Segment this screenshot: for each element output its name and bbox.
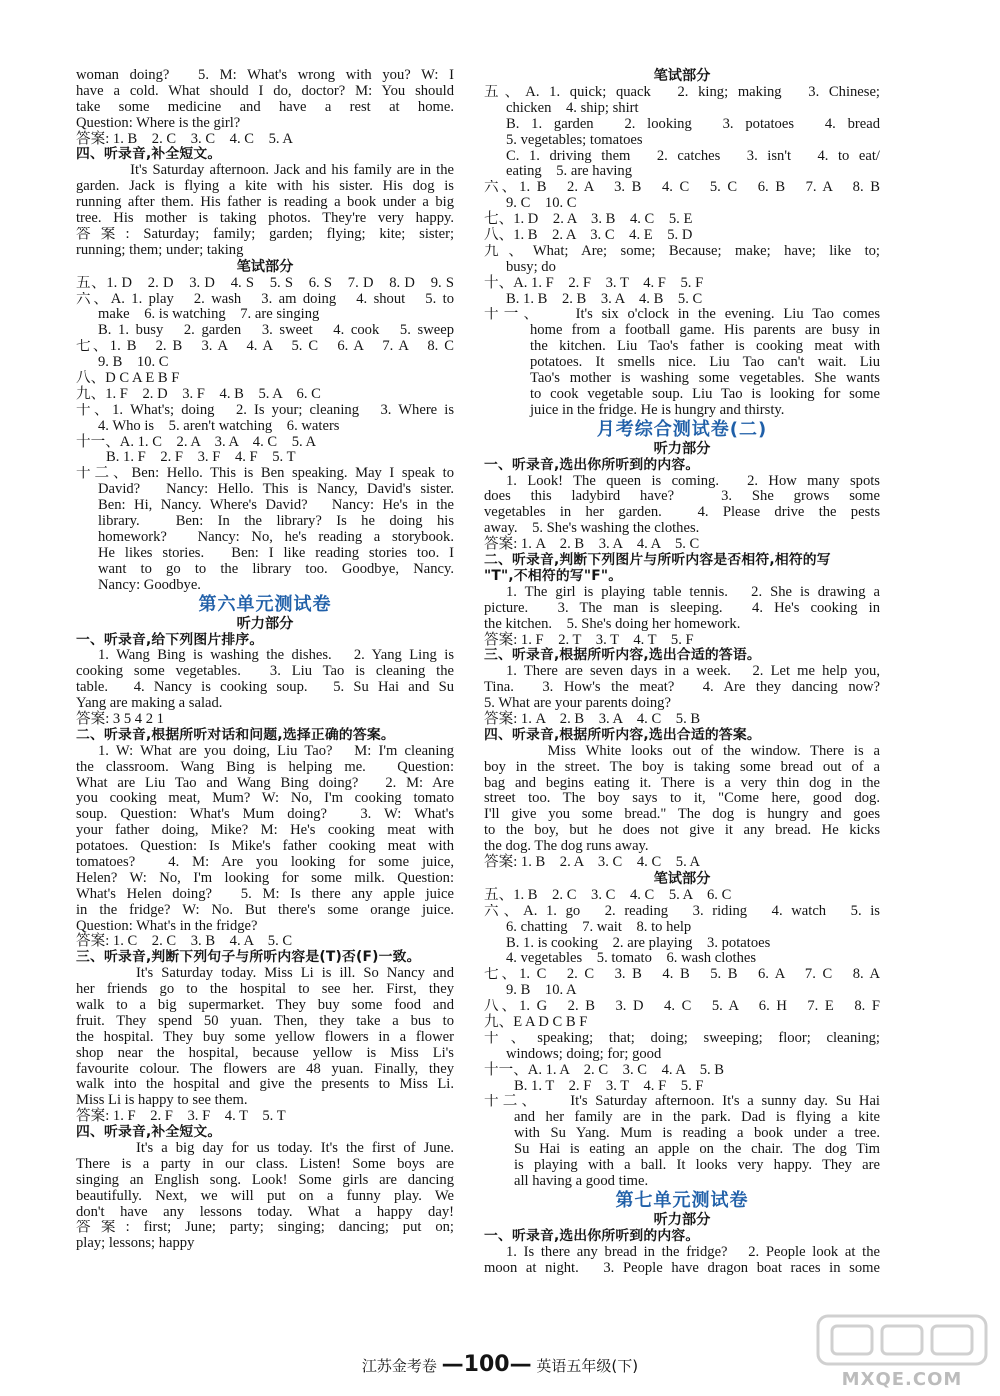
text-line: 1. There are seven days in a week. 2. Let me help you, <box>506 664 880 680</box>
text-line: 八、D C A E B F <box>76 370 180 387</box>
text-line: cooking some vegetables. 3. Liu Tao is cleaning the <box>76 664 454 680</box>
text-line: bag and begins eating it. There is a very thin dog in the <box>484 775 880 791</box>
section-heading: 一、听录音,给下列图片排序。 <box>76 631 264 648</box>
text-line: What are Liu Tao and Wang Bing doing? 2. M: Are <box>76 775 454 791</box>
text-line: woman doing? 5. M: What's wrong with you? W: I <box>76 68 454 83</box>
answer-line: 答案: 1. F 2. T 3. T 4. T 5. F <box>484 631 694 648</box>
text-line: windows; doing; for; good <box>506 1045 662 1062</box>
answer-line: 答案: 1. F 2. F 3. F 4. T 5. T <box>76 1108 286 1125</box>
text-line: shop near the hospital, because yellow is Miss Li's <box>76 1045 454 1061</box>
watermark-text: MXQE.COM <box>841 1369 963 1390</box>
text-line: take some medicine and have a rest at home. <box>76 99 454 115</box>
text-line: have a cold. What should I do, doctor? M: You should <box>76 83 454 99</box>
text-line: the classroom. Wang Bing is helping me. Question: <box>76 759 454 775</box>
text-line: 十、A. 1. F 2. F 3. T 4. F 5. F <box>484 274 704 291</box>
text-line: boy in the street. The boy is taking some bread out of a <box>484 759 880 775</box>
text-line: 十一、 It's six o'clock in the evening. Liu Tao comes <box>484 307 880 323</box>
text-line: Nancy: Goodbye. <box>98 576 201 593</box>
text-line: with Su Yang. Mum is reading a book under a tree. <box>514 1126 880 1142</box>
text-line: does this ladybird have? 3. She grows some <box>484 489 880 505</box>
text-line: make 6. is watching 7. are singing <box>98 306 320 323</box>
text-line: 十二、 It's Saturday afternoon. It's a sunny day. Su Hai <box>484 1094 880 1110</box>
text-line: Miss White looks out of the window. There is a <box>506 743 880 759</box>
text-line: Helen? W: No, I'm looking for some milk. Question: <box>76 870 454 886</box>
footer-publisher: 江苏金考卷 <box>361 1357 437 1375</box>
text-line: picture. 3. The man is sleeping. 4. He's cooking in <box>484 600 880 616</box>
text-line: play; lessons; happy <box>76 1235 195 1252</box>
text-line: beautifully. Next, we will put on a funny play. We <box>76 1188 454 1204</box>
answer-line: 答案: 1. B 2. A 3. C 4. C 5. A <box>484 853 701 870</box>
part-heading: 听力部分 <box>236 615 294 632</box>
watermark-logo <box>812 1310 992 1370</box>
text-line: It's Saturday today. Miss Li is ill. So Nancy and <box>98 966 454 982</box>
unit-heading: 月考综合测试卷(二) <box>596 418 768 440</box>
text-line: chicken 4. ship; shirt <box>506 99 639 116</box>
left-column <box>76 68 454 1252</box>
text-line: 6. chatting 7. wait 8. to help <box>506 918 692 935</box>
text-line: to the boy, but he does not give it any bread. He kicks <box>484 823 880 839</box>
right-column <box>484 68 880 1276</box>
page-number: —100— <box>441 1352 532 1377</box>
text-line: the kitchen. Liu Tao's father is cooking meat with <box>530 339 880 355</box>
section-heading: 三、听录音,根据所听内容,选出合适的答语。 <box>484 647 761 664</box>
text-line: He likes stories. Ben: I like reading stories too. I <box>98 545 454 561</box>
text-line: 九、1. F 2. D 3. F 4. B 5. A 6. C <box>76 385 321 402</box>
text-line: home from a football game. His parents are busy in <box>530 323 880 339</box>
footer-subject: 英语五年级(下) <box>536 1357 639 1375</box>
text-line: soup. Question: What's Mum doing? 3. W: What's <box>76 807 454 823</box>
watermark <box>812 1310 992 1390</box>
text-line: walk to a big supermarket. They buy some food and <box>76 997 454 1013</box>
section-heading: 四、听录音,补全短文。 <box>76 1124 222 1141</box>
section-heading: 一、听录音,选出你所听到的内容。 <box>484 1227 700 1244</box>
text-line: 五、1. B 2. C 3. C 4. C 5. A 6. C <box>484 886 732 903</box>
text-line: 十一、A. 1. A 2. C 3. C 4. A 5. B <box>484 1061 725 1078</box>
text-line: table. 4. Nancy is cooking soup. 5. Su Hai and Su <box>76 680 454 696</box>
text-line: 六、1. B 2. A 3. B 4. C 5. C 6. B 7. A 8. B <box>484 180 880 196</box>
text-line: 9. B 10. A <box>506 982 577 999</box>
text-line: potatoes. Question: Is Mike's father cooking meat with <box>76 839 454 855</box>
unit-heading: 第七单元测试卷 <box>615 1189 749 1211</box>
text-line: walk into the hospital and give the presents to Miss Li. <box>76 1077 454 1093</box>
text-line: eating 5. are having <box>506 163 633 180</box>
text-line: busy; do <box>506 258 556 275</box>
text-line: 十一、A. 1. C 2. A 3. A 4. C 5. A <box>76 433 317 450</box>
section-heading: 二、听录音,根据所听对话和问题,选择正确的答案。 <box>76 726 395 743</box>
text-line: Ben: Hi, Nancy. Where's David? Nancy: He's in the <box>98 498 454 514</box>
text-line: the kitchen. 5. She's doing her homework. <box>484 615 741 632</box>
text-line: don't have any lessons today. What a happy day! <box>76 1204 454 1220</box>
text-line: your father doing, Mike? M: He's cooking meat with <box>76 823 454 839</box>
text-line: 5. vegetables; tomatoes <box>506 131 643 148</box>
text-line: B. 1. B 2. B 3. A 4. B 5. C <box>506 290 703 307</box>
answer-line: 答案: 1. B 2. C 3. C 4. C 5. A <box>76 130 293 147</box>
text-line: Tina. 3. How's the meat? 4. Are they dancing now? <box>484 680 880 696</box>
text-line: singing an English song. Look! Some girls are dancing <box>76 1172 454 1188</box>
text-line: 1. The girl is playing table tennis. 2. She is drawing a <box>506 584 880 600</box>
text-line: What's Helen doing? 5. M: Is there any apple juice <box>76 886 454 902</box>
text-line: 八、1. B 2. A 3. C 4. E 5. D <box>484 227 693 244</box>
text-line: you cooking meat, Mum? W: No, I'm cooking tomato <box>76 791 454 807</box>
text-line: in the fridge? W: No. But there's some orange juice. <box>76 902 454 918</box>
text-line: running after them. His father is reading a book under a big <box>76 195 454 211</box>
text-line: 五、A. 1. quick; quack 2. king; making 3. Chinese; <box>484 85 880 100</box>
text-line: potatoes. It smells nice. Liu Tao can't wait. Liu <box>530 355 880 371</box>
section-heading: 四、听录音,根据所听内容,选出合适的答案。 <box>484 726 761 743</box>
section-heading: 一、听录音,选出你所听到的内容。 <box>484 456 700 473</box>
text-line: 9. C 10. C <box>506 195 577 212</box>
text-line: 1. Is there any bread in the fridge? 2. People look at the <box>506 1244 880 1260</box>
answer-line: 答案: first; June; party; singing; dancing; put on; <box>76 1220 454 1236</box>
section-heading: "T",不相符的写"F"。 <box>484 567 623 584</box>
text-line: juice in the fridge. He is hungry and thirsty. <box>530 401 785 418</box>
answer-line: 答案: 3 5 4 2 1 <box>76 710 164 727</box>
text-line: I'll give you some bread." The dog is hungry and goes <box>484 807 880 823</box>
text-line: David? Nancy: Hello. This is Nancy, David's sister. <box>98 482 454 498</box>
text-line: to cook vegetable soup. Liu Tao is looking for some <box>530 386 880 402</box>
text-line: garden. Jack is flying a kite with his sister. His dog is <box>76 179 454 195</box>
text-line: B. 1. F 2. F 3. F 4. F 5. T <box>106 449 296 466</box>
text-line: moon at night. 3. People have dragon boat races in some <box>484 1260 880 1276</box>
text-line: and her family are in the park. Dad is flying a kite <box>514 1110 880 1126</box>
text-line: It's Saturday afternoon. Jack and his family are in the <box>98 163 454 179</box>
part-heading: 笔试部分 <box>236 258 294 275</box>
text-line: fruit. They spend 50 yuan. Then, they take a bus to <box>76 1013 454 1029</box>
section-heading: 二、听录音,判断下列图片与所听内容是否相符,相符的写 <box>484 552 831 569</box>
section-heading: 三、听录音,判断下列句子与所听内容是(T)否(F)一致。 <box>76 949 421 966</box>
part-heading: 听力部分 <box>653 1211 711 1228</box>
text-line: 九、What; Are; some; Because; make; have; like to; <box>484 243 880 259</box>
text-line: 七、1. D 2. A 3. B 4. C 5. E <box>484 211 693 228</box>
text-line: Su Hai is eating an apple on the chair. The dog Tim <box>514 1142 880 1158</box>
text-line: 1. W: What are you doing, Liu Tao? M: I'm cleaning <box>98 743 454 759</box>
part-heading: 听力部分 <box>653 440 711 457</box>
answer-line: 答案: Saturday; family; garden; flying; kite; sister; <box>76 226 454 242</box>
answer-line: 答案: 1. A 2. B 3. A 4. C 5. B <box>484 710 701 727</box>
section-heading: 四、听录音,补全短文。 <box>76 146 222 163</box>
unit-heading: 第六单元测试卷 <box>198 593 332 615</box>
text-line: B. 1. T 2. F 3. T 4. F 5. F <box>514 1077 704 1094</box>
answer-line: 答案: 1. A 2. B 3. A 4. A 5. C <box>484 536 700 553</box>
text-line: running; them; under; taking <box>76 241 244 258</box>
text-line: There is a party in our class. Listen! Some boys are <box>76 1156 454 1172</box>
text-line: her friends go to the hospital to see her. First, they <box>76 982 454 998</box>
text-line: want to go to the library too. Goodbye, Nancy. <box>98 561 454 577</box>
text-line: 六、A. 1. play 2. wash 3. am doing 4. shout 5. to <box>76 291 454 307</box>
text-line: the dog. The dog runs away. <box>484 838 649 855</box>
text-line: 十、1. What's; doing 2. Is your; cleaning 3. Where is <box>76 402 454 418</box>
text-line: 七、1. C 2. C 3. B 4. B 5. B 6. A 7. C 8. A <box>484 967 880 983</box>
text-line: favourite colour. The flowers are 48 yuan. Finally, they <box>76 1061 454 1077</box>
text-line: homework? Nancy: No, he's reading a storybook. <box>98 529 454 545</box>
text-line: 5. What are your parents doing? <box>484 695 671 712</box>
text-line: Question: Where is the girl? <box>76 114 241 131</box>
text-line: 五、1. D 2. D 3. D 4. S 5. S 6. S 7. D 8. D 9. S <box>76 275 454 291</box>
text-line: 九、E A D C B F <box>484 1013 588 1030</box>
text-line: library. Ben: In the library? Is he doing his <box>98 514 454 530</box>
text-line: Tao's mother is washing some vegetables. She wants <box>530 371 880 387</box>
text-line: the hospital. They buy some yellow flowers in a flower <box>76 1029 454 1045</box>
text-line: 9. B 10. C <box>98 354 169 371</box>
text-line: 十、speaking; that; doing; sweeping; floor; cleaning; <box>484 1030 880 1046</box>
answer-line: 答案: 1. C 2. C 3. B 4. A 5. C <box>76 933 293 950</box>
part-heading: 笔试部分 <box>653 68 711 84</box>
text-line: It's a big day for us today. It's the first of June. <box>98 1141 454 1156</box>
text-line: 1. Look! The queen is coming. 2. How many spots <box>506 473 880 489</box>
text-line: 4. vegetables 5. tomato 6. wash clothes <box>506 950 757 967</box>
text-line: away. 5. She's washing the clothes. <box>484 520 700 537</box>
text-line: 1. Wang Bing is washing the dishes. 2. Yang Ling is <box>98 648 454 664</box>
text-line: Miss Li is happy to see them. <box>76 1092 248 1109</box>
text-line: 六、A. 1. go 2. reading 3. riding 4. watch 5. is <box>484 903 880 919</box>
text-line: 4. Who is 5. aren't watching 6. waters <box>98 417 340 434</box>
text-line: B. 1. busy 2. garden 3. sweet 4. cook 5. sweep <box>98 323 454 339</box>
text-line: is playing with a ball. It looks very happy. They are <box>514 1158 880 1173</box>
text-line: Question: What's in the fridge? <box>76 917 258 934</box>
text-line: tree. His mother is taking photos. They're very happy. <box>76 211 454 227</box>
text-line: 七、1. B 2. B 3. A 4. A 5. C 6. A 7. A 8. C <box>76 339 454 355</box>
text-line: Yang are making a salad. <box>76 695 223 712</box>
text-line: all having a good time. <box>514 1172 649 1189</box>
text-line: 十二、Ben: Hello. This is Ben speaking. May I speak to <box>76 466 454 482</box>
text-line: C. 1. driving them 2. catches 3. isn't 4. to eat/ <box>506 148 880 164</box>
text-line: street too. The boy says to it, "Come here, good dog. <box>484 791 880 807</box>
text-line: vegetables in her garden. 4. Please drive the pests <box>484 505 880 521</box>
text-line: 八、1. G 2. B 3. D 4. C 5. A 6. H 7. E 8. F <box>484 999 880 1015</box>
text-line: tomatoes? 4. M: Are you looking for some juice, <box>76 854 454 870</box>
text-line: B. 1. is cooking 2. are playing 3. potatoes <box>506 934 771 951</box>
text-line: B. 1. garden 2. looking 3. potatoes 4. bread <box>506 116 880 132</box>
part-heading: 笔试部分 <box>653 870 711 887</box>
